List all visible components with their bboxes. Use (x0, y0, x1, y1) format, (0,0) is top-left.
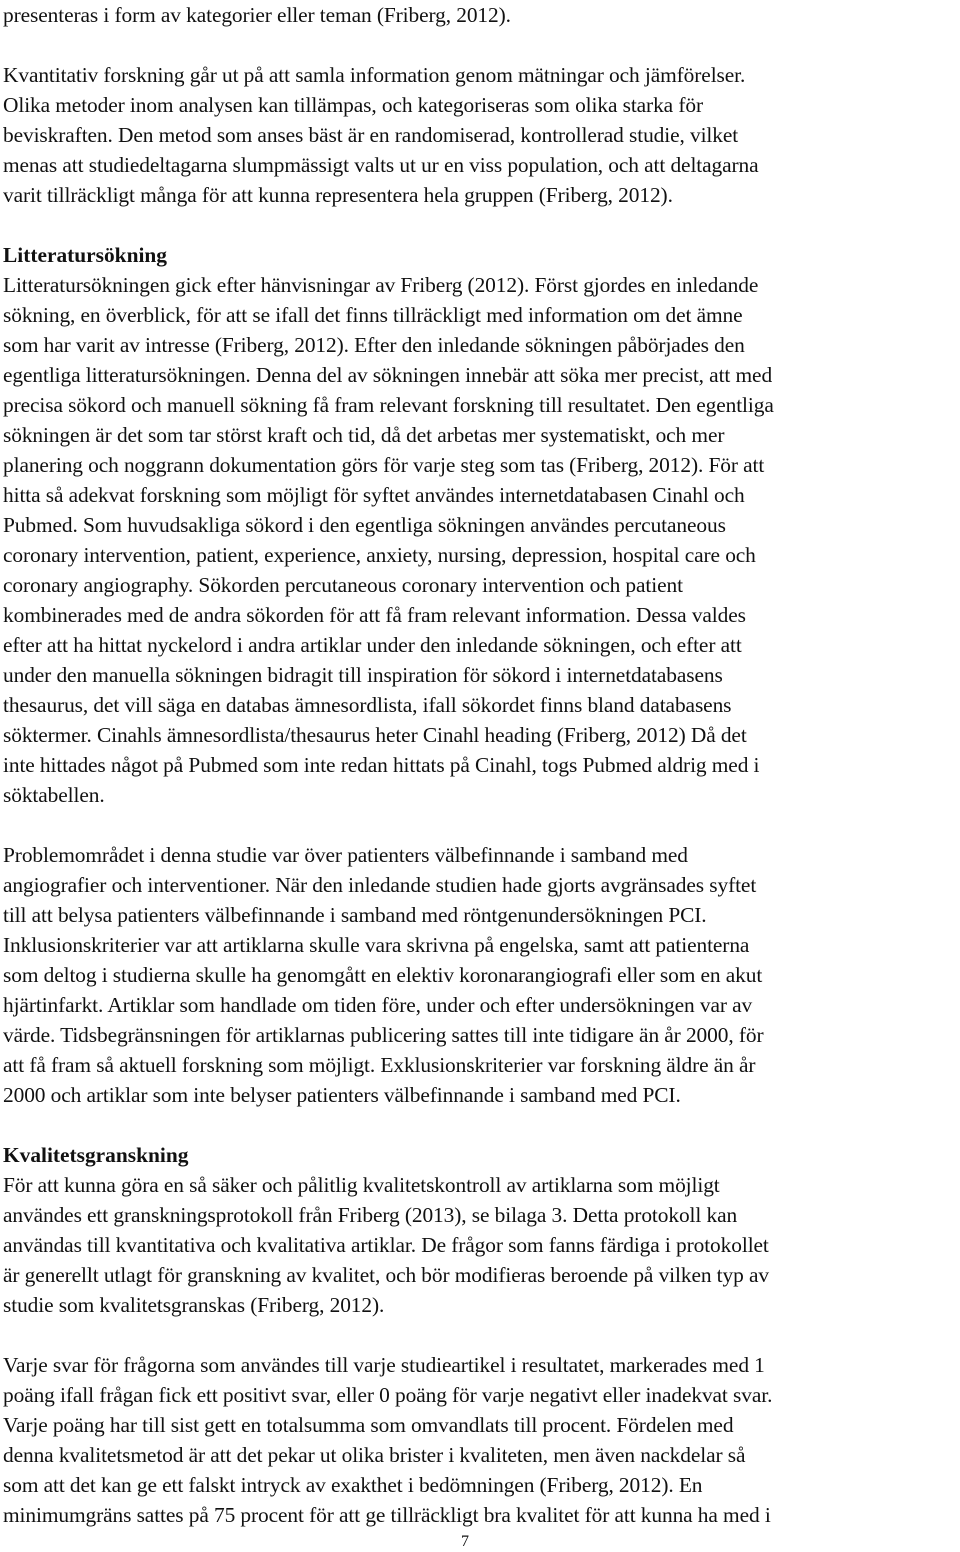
paragraph-gap (3, 1320, 955, 1350)
text-line: inte hittades något på Pubmed som inte redan hittats på Cinahl, togs Pubmed aldrig med i (3, 753, 760, 777)
text-line: planering och noggrann dokumentation görs för varje steg som tas (Friberg, 2012). För att (3, 453, 765, 477)
text-line: För att kunna göra en så säker och pålitlig kvalitetskontroll av artiklarna som möjligt (3, 1173, 720, 1197)
text-line: är generellt utlagt för granskning av kvalitet, och bör modifieras beroende på vilken typ av (3, 1263, 769, 1287)
text-line: användes ett granskningsprotokoll från Friberg (2013), se bilaga 3. Detta protokoll kan (3, 1203, 738, 1227)
section-quality-review (3, 1140, 955, 1320)
text-line: poäng ifall frågan fick ett positivt svar, eller 0 poäng för varje negativt eller inadekvat svar. (3, 1383, 773, 1407)
text-line: hjärtinfarkt. Artiklar som handlade om tiden före, under och efter undersökningen var av (3, 993, 753, 1017)
text-line: Litteratursökningen gick efter hänvisningar av Friberg (2012). Först gjordes en inledande (3, 273, 759, 297)
text-line: som deltog i studierna skulle ha genomgått en elektiv koronarangiografi eller som en akut (3, 963, 763, 987)
text-line: Varje svar för frågorna som användes till varje studieartikel i resultatet, markerades med 1 (3, 1353, 765, 1377)
document-body (3, 0, 955, 1530)
text-line: studie som kvalitetsgranskas (Friberg, 2012). (3, 1293, 385, 1317)
text-line: söktermer. Cinahls ämnesordlista/thesaurus heter Cinahl heading (Friberg, 2012) Då det (3, 723, 747, 747)
text-line: Varje poäng har till sist gett en totalsumma som omvandlats till procent. Fördelen med (3, 1413, 734, 1437)
text-line: coronary angiography. Sökorden percutaneous coronary intervention och patient (3, 573, 683, 597)
text-line: denna kvalitetsmetod är att det pekar ut olika brister i kvaliteten, men även nackdelar så (3, 1443, 746, 1467)
text-line: att få fram så aktuell forskning som möjligt. Exklusionskriterier var forskning äldre än år (3, 1053, 756, 1077)
section-heading: Kvalitetsgranskning (3, 1143, 189, 1167)
text-line: Olika metoder inom analysen kan tillämpas, och kategoriseras som olika starka för (3, 93, 703, 117)
text-line: menas att studiedeltagarna slumpmässigt valts ut ur en viss population, och att deltagarna (3, 153, 759, 177)
text-line: Kvantitativ forskning går ut på att samla information genom mätningar och jämförelser. (3, 63, 746, 87)
text-line: hitta så adekvat forskning som möjligt för syftet användes internetdatabasen Cinahl och (3, 483, 745, 507)
text-line: precisa sökord och manuell sökning få fram relevant forskning till resultatet. Den egentliga (3, 393, 774, 417)
text-line: Pubmed. Som huvudsakliga sökord i den egentliga sökningen användes percutaneous (3, 513, 726, 537)
text-line: som har varit av intresse (Friberg, 2012). Efter den inledande sökningen påbörjades den (3, 333, 745, 357)
section-literature-search (3, 240, 955, 810)
text-line: söktabellen. (3, 783, 105, 807)
section-heading: Litteratursökning (3, 243, 168, 267)
text-line: sökningen är det som tar störst kraft och tid, då det arbetas mer systematiskt, och mer (3, 423, 725, 447)
text-line: användas till kvantitativa och kvalitativa artiklar. De frågor som fanns färdiga i protokollet (3, 1233, 769, 1257)
text-line: varit tillräckligt många för att kunna representera hela gruppen (Friberg, 2012). (3, 183, 673, 207)
text-line: kombinerades med de andra sökorden för att få fram relevant information. Dessa valdes (3, 603, 746, 627)
paragraph-gap (3, 210, 955, 240)
paragraph-scoring (3, 1350, 955, 1530)
paragraph-gap (3, 1110, 955, 1140)
text-line: minimumgräns sattes på 75 procent för att ge tillräckligt bra kvalitet för att kunna ha med i (3, 1503, 771, 1527)
text-line: beviskraften. Den metod som anses bäst är en randomiserad, kontrollerad studie, vilket (3, 123, 739, 147)
text-line: presenteras i form av kategorier eller teman (Friberg, 2012). (3, 3, 511, 27)
text-line: sökning, en överblick, för att se ifall det finns tillräckligt med information om det ämne (3, 303, 743, 327)
text-line: egentliga litteratursökningen. Denna del av sökningen innebär att söka mer precist, att med (3, 363, 773, 387)
paragraph-gap (3, 810, 955, 840)
text-line: 2000 och artiklar som inte belyser patienters välbefinnande i samband med PCI. (3, 1083, 681, 1107)
page-number: 7 (461, 1533, 469, 1550)
paragraph-intro-continuation (3, 0, 955, 30)
text-line: Inklusionskriterier var att artiklarna skulle vara skrivna på engelska, samt att patienterna (3, 933, 750, 957)
text-line: efter att ha hittat nyckelord i andra artiklar under den inledande sökningen, och efter att (3, 633, 742, 657)
text-line: angiografier och interventioner. När den inledande studien hade gjorts avgränsades syftet (3, 873, 757, 897)
text-line: värde. Tidsbegränsningen för artiklarnas publicering sattes till inte tidigare än år 2000, för (3, 1023, 764, 1047)
text-line: som att det kan ge ett falskt intryck av exakthet i bedömningen (Friberg, 2012). En (3, 1473, 703, 1497)
text-line: Problemområdet i denna studie var över patienters välbefinnande i samband med (3, 843, 688, 867)
text-line: under den manuella sökningen bidragit till inspiration för sökord i internetdatabasens (3, 663, 723, 687)
paragraph-gap (3, 30, 955, 60)
text-line: till att belysa patienters välbefinnande i samband med röntgenundersökningen PCI. (3, 903, 707, 927)
text-line: thesaurus, det vill säga en databas ämnesordlista, ifall sökordet finns bland databasens (3, 693, 732, 717)
paragraph-quantitative-research (3, 60, 955, 210)
paragraph-problem-area (3, 840, 955, 1110)
text-line: coronary intervention, patient, experience, anxiety, nursing, depression, hospital care och (3, 543, 756, 567)
